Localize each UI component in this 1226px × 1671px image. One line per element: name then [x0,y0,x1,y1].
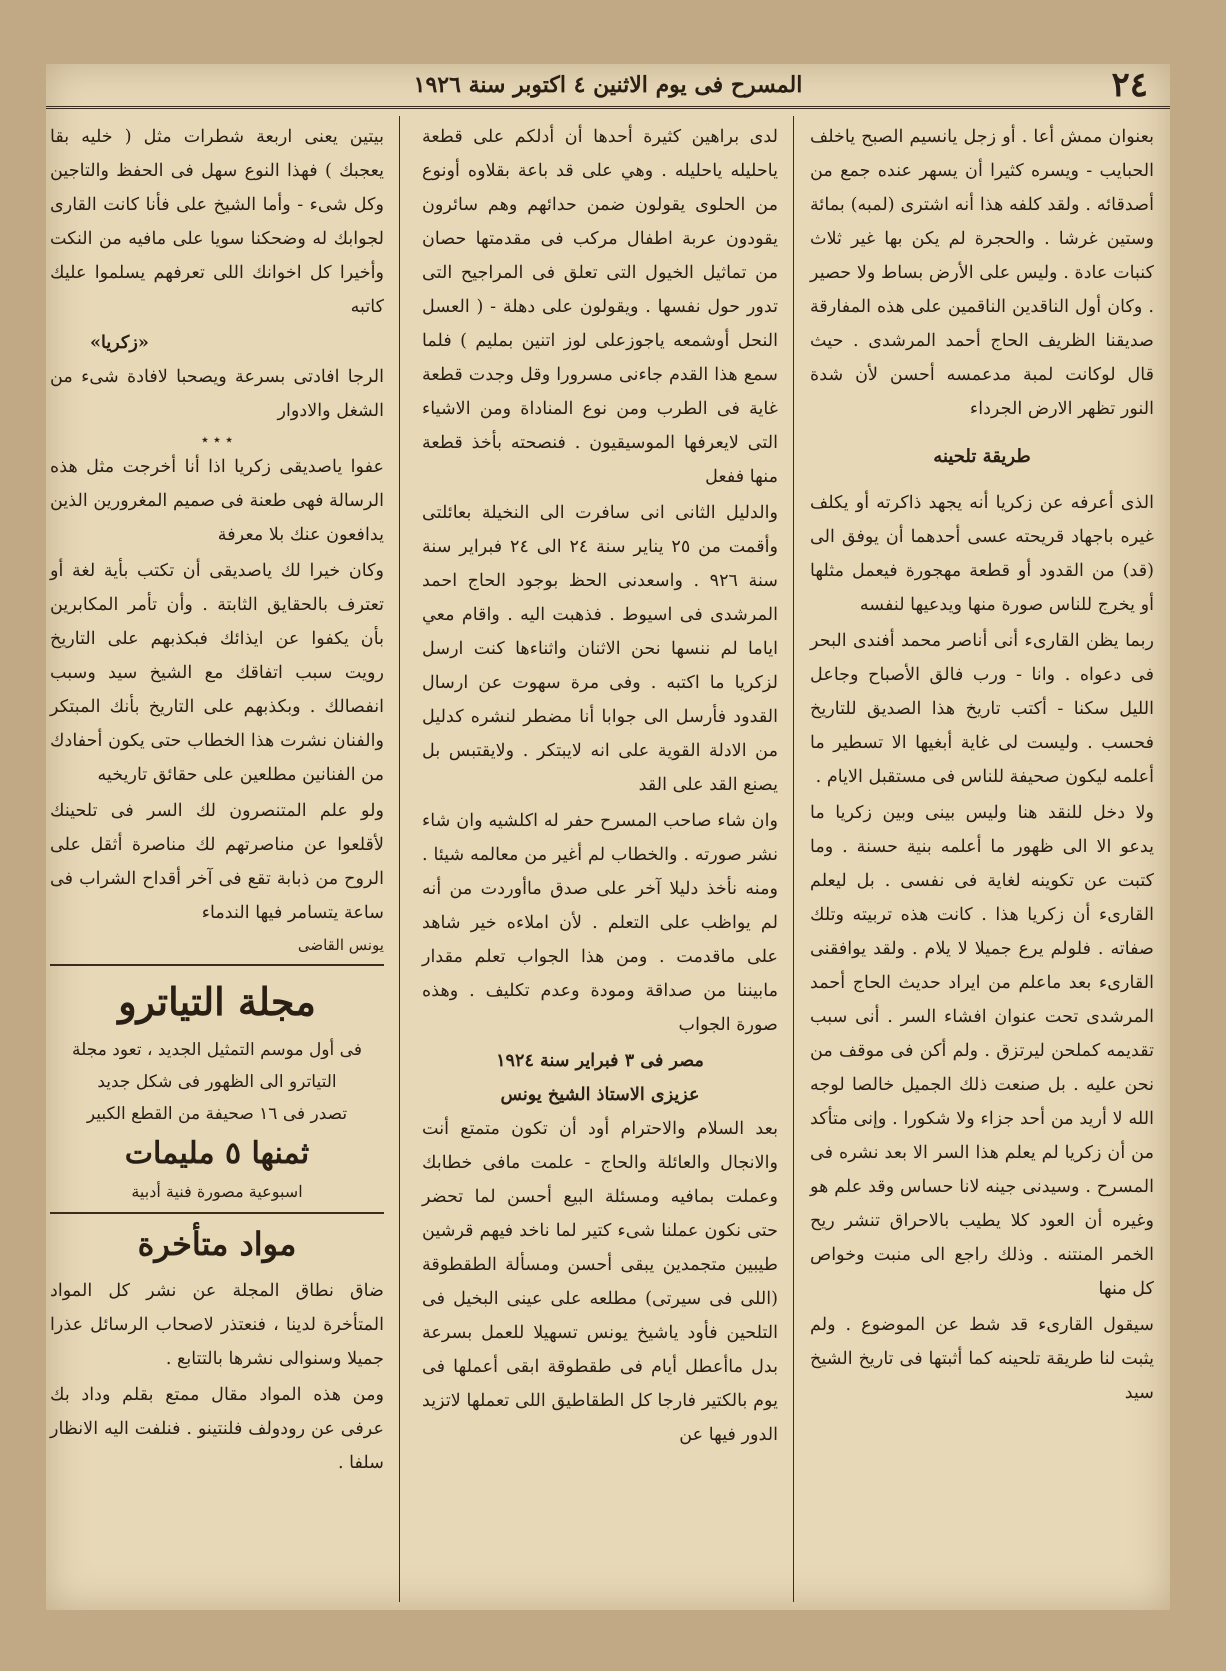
late-materials-title: مواد متأخرة [137,1225,297,1263]
column-right [810,120,1154,1412]
divider [50,1212,384,1214]
paragraph: والدليل الثانى انى سافرت الى النخيلة بعائلتى وأقمت من ٢٥ يناير سنة ٢٤ الى ٢٤ فبراير سنة سنة ٩٢٦ . واسعدنى الحظ بوجود الحاج احمد المرشدى فى اسيوط . فذهبت اليه . واقام معي اياما لم ننسها نحن الاثنان واثناءها كنت ارسل لزكريا ما اكتبه . وفى مرة سهوت عن ارسال القدود فأرسل الى جوابا أنا مضطر لنشره كدليل من الادلة القوية على انه لايبتكر . ولايقتبس بل يصنع القد على القد [422,503,778,795]
paragraph: لدى براهين كثيرة أحدها أن أدلكم على قطعة ياحليله ياحليله . وهي على قد باعة بقلاوه أونوع من الحلوى يقولون ضمن حدائهم وهم سائرون يقودون عربة اطفال مركب فى مقدمتها حصان من تماثيل الخيول التى تعلق فى المراجيح التى تدور حول نفسها . ويقولون على دهلة - ( العسل النحل أوشمعه ياجوزعلى لوز اتنين بمليم ) فلما سمع هذا القدم جاءنى مسرورا وقل وجدت قطعة غاية فى الطرب ومن نوع المناداة ومن الاشياء التى لايعرفها الموسيقيون . فنصحته بأخذ قطعة منها ففعل [422,127,778,487]
letter-date: مصر فى ٣ فبراير سنة ١٩٢٤ [496,1050,704,1071]
paragraph: ولا دخل للنقد هنا وليس بينى وبين زكريا ما يدعو الا الى ظهور ما أعلمه بنية حسنة . وما كتبت عن تكوينه لغاية فى نفسى . بل ليعلم القارىء أن زكريا هذا . كانت هذه تربيته وتلك صفاته . فلولم يرع جميلا لا يلام . ولقد يوافقنى القارىء بعد ماعلم من ايراد حديث الحاج أحمد المرشدى تحت عنوان افشاء السر . أنى سبب تقديمه كملحن ليرتزق . ولم أكن فى موقف من نحن عليه . بل صنعت ذلك الجميل خالصا لوجه الله لا أريد من أحد جزاء ولا شكورا . وإنى متأكد من أن زكريا لم يعلم هذا السر الا بعد نشره فى المسرح . وسيدنى جينه لانا حساس وقد علم هو وغيره أن العود كلا يطيب بالاحراق تنشر ريح الخمر المنتنه . وذلك راجع الى منبت وخواص كل منها [810,803,1154,1299]
masthead: المسرح فى يوم الاثنين ٤ اكتوبر سنة ١٩٢٦ [413,72,803,98]
author-name: يونس القاضى [297,936,384,954]
paragraph: وان شاء صاحب المسرح حفر له اكلشيه وان شاء نشر صورته . والخطاب لم أغير من معالمه شيئا . ومنه نأخذ دليلا آخر على صدق ماأوردت من أنه لم يواظب على التعلم . لأن املاءه خير شاهد على ماقدمت . ومن هذا الجواب تعلم مقدار مابيننا من صداقة ومودة وعدم تكليف . وهذه صورة الجواب [422,811,778,1035]
paragraph: بعد السلام والاحترام أود أن تكون متمتع أنت والانجال والعائلة والحاج - علمت مافى خطابك وعملت بمافيه ومسئلة البيع أحسن لما تحضر حتى نكون عملنا شىء كتير لما ناخد فيهم قرشين طيبين متجمدين يبقى أحسن ومسألة الطقطوقة (اللى فى سيرتى) مطلعه على عينى البخيل فى التلحين فأود ياشيخ يونس تسهيلا للعمل بسرعة بدل ماأعطل أيام فى طقطوقة ابقى أعملها فى يوم بالكتير فارجا كل الطقاطيق اللى تعملها لاتزيد الدور فيها عن [422,1119,778,1445]
ad-price: ثمنها ٥ مليمات [124,1136,310,1171]
ad-note: اسبوعية مصورة فنية أدبية [131,1182,303,1201]
column-divider [793,116,794,1602]
column-left [50,120,384,1482]
ad-pages: تصدر فى ١٦ صحيفة من القطع الكبير [86,1104,348,1124]
paragraph: سيقول القارىء قد شط عن الموضوع . ولم يثبت لنا طريقة تلحينه كما أثبتها فى تاريخ الشيخ سيد [810,1315,1154,1403]
paragraph: ولو علم المتنصرون لك السر فى تلحينك لأقلعوا عن مناصرتهم لك مناصرة أثقل على الروح من ذبابة تقع فى آخر أقداح الشراب فى ساعة يتسامر فيها الندماء [50,801,384,923]
newspaper-page [46,64,1170,1610]
column-middle [422,120,778,1454]
paragraph: وكان خيرا لك ياصديقى أن تكتب بأية لغة أو تعترف بالحقايق الثابتة . وأن تأمر المكابرين بأن يكفوا عن ايذائك فبكذبهم على التاريخ رويت سبب اتفاقك مع الشيخ سيد وسبب انفصالك . وبكذبهم على التاريخ بأنك المبتكر والفنان نشرت هذا الخطاب حتى يكون أحفادك من الفنانين مطلعين على حقائق تاريخيه [50,561,384,785]
paragraph: بعنوان ممش أعا . أو زجل يانسيم الصبح ياخلف الحبايب - ويسره كثيرا أن يسهر عنده جمع من أصدقائه . ولقد كلفه هذا أنه اشترى (لمبه) بمائة وستين غرشا . والحجرة لم يكن بها غير ثلاث كنبات عادة . وليس على الأرض بساط ولا حصير . وكان أول الناقدين الناقمين على هذه المفارقة صديقنا الظريف الحاج أحمد المرشدى . حيث قال لوكانت لمبة مدعمسه أحسن لأن شدة النور تظهر الارض الجرداء [810,127,1154,419]
paragraph: ربما يظن القارىء أنى أناصر محمد أفندى البحر فى دعواه . وانا - ورب فالق الأصباح وجاعل الليل سكنا - أكتب تاريخ هذا الصديق للتاريخ فحسب . وليست لى غاية أبغيها الا تسطير ما أعلمه ليكون صحيفة للناس فى مستقبل الايام . [810,631,1154,787]
page-header [46,64,1170,109]
paragraph: الذى أعرفه عن زكريا أنه يجهد ذاكرته أو يكلف غيره باجهاد قريحته عسى أحدهما أن يوفق الى (قد) من القدود أو قطعة مهجورة فيعمل مثلها أو يخرج للناس صورة منها ويدعيها لنفسه [810,493,1154,615]
paragraph: ضاق نطاق المجلة عن نشر كل المواد المتأخرة لدينا ، فنعتذر لاصحاب الرسائل عذرا جميلا وسنوالى نشرها بالتتابع . [50,1281,384,1369]
ad-text: فى أول موسم التمثيل الجديد ، تعود مجلة التياترو الى الظهور فى شكل جديد [72,1040,362,1092]
letter-greeting: عزيزى الاستاذ الشيخ يونس [500,1084,700,1105]
paragraph: بيتين يعنى اربعة شطرات مثل ( خليه بقا يعجبك ) فهذا النوع سهل فى الحفظ والتاجين وكل شىء - وأما الشيخ على فأنا كانت القارى لجوابك له وضحكنا سويا على مافيه من النكت وأخيرا كل اخوانك اللى تعرفهم يسلموا عليك كاتبه [50,127,384,317]
letter-signature: «زكريا» [90,332,149,353]
divider [50,964,384,966]
paragraph: ومن هذه المواد مقال ممتع بقلم وداد بك عرفى عن رودولف فلنتينو . فنلفت اليه الانظار سلفا . [50,1385,384,1473]
paragraph: عفوا ياصديقى زكريا اذا أنا أخرجت مثل هذه الرسالة فهى طعنة فى صميم المغرورين الذين يدافعون عنك بلا معرفة [50,457,384,545]
ad-title: مجلة التياترو [118,979,316,1024]
byline [50,932,384,958]
paragraph: الرجا افادتى بسرعة ويصحبا لافادة شىء من الشغل والادوار [50,367,384,421]
column-divider [399,116,400,1602]
section-subheading: طريقة تلحينه [933,446,1031,467]
page-number: ٢٤ [1111,65,1148,105]
separator-dots: ٭ ٭ ٭ [201,432,233,448]
